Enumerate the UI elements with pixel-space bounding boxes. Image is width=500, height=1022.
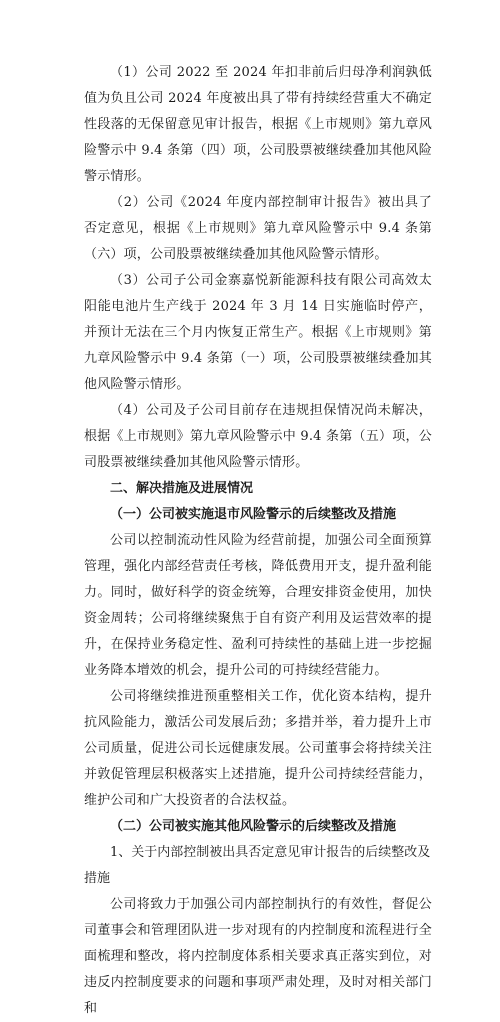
section-heading-2: 二、解决措施及进展情况 bbox=[110, 481, 254, 496]
paragraph-internal-control: 公司将致力于加强公司内部控制执行的有效性，督促公司董事会和管理团队进一步对现有的内控制度和流程进行全面梳理和整改，将内控制度体系相关要求真正落实到位，对违反内控制度要求的问题和事项严肃处理，及时对相关部门和 bbox=[84, 897, 432, 1016]
subsection-heading-other-risk: （二）公司被实施其他风险警示的后续整改及措施 bbox=[110, 819, 397, 834]
paragraph-item-4: （4）公司及子公司目前存在违规担保情况尚未解决，根据《上市规则》第九章风险警示中 9.4 条第（五）项，公司股票被继续叠加其他风险警示情形。 bbox=[84, 403, 432, 470]
paragraph-item-1: （1）公司 2022 至 2024 年扣非前后归母净利润孰低值为负且公司 2024 年度被出具了带有持续经营重大不确定性段落的无保留意见审计报告，根据《上市规则》第九章风险警示中 9.4 条第（四）项，公司股票被继续叠加其他风险警示情形。 bbox=[84, 65, 432, 184]
paragraph-restructuring-measures: 公司将继续推进预重整相关工作，优化资本结构，提升抗风险能力，激活公司发展后劲；多措并举，着力提升上市公司质量，促进公司长远健康发展。公司董事会将持续关注并敦促管理层积极落实上述措施，提升公司持续经营能力，维护公司和广大投资者的合法权益。 bbox=[84, 689, 432, 808]
paragraph-liquidity-measures: 公司以控制流动性风险为经营前提，加强公司全面预算管理，强化内部经营责任考核，降低费用开支，提升盈利能力。同时，做好科学的资金统筹，合理安排资金使用，加快资金周转；公司将继续聚焦于自有资产利用及运营效率的提升，在保持业务稳定性、盈利可持续性的基础上进一步挖掘业务降本增效的机会，提升公司的可持续经营能力。 bbox=[84, 533, 432, 678]
paragraph-item-3: （3）公司子公司金寨嘉悦新能源科技有限公司高效太阳能电池片生产线于 2024 年 3 月 14 日实施临时停产，并预计无法在三个月内恢复正常生产。根据《上市规则》第九章风险警示中 9.4 条第（一）项，公司股票被继续叠加其他风险警示情形。 bbox=[84, 273, 432, 392]
paragraph-item-2: （2）公司《2024 年度内部控制审计报告》被出具了否定意见，根据《上市规则》第九章风险警示中 9.4 条第（六）项，公司股票被继续叠加其他风险警示情形。 bbox=[84, 195, 432, 262]
subsection-heading-delisting: （一）公司被实施退市风险警示的后续整改及措施 bbox=[110, 507, 397, 522]
item-heading-internal-control: 1、关于内部控制被出具否定意见审计报告的后续整改及措施 bbox=[84, 845, 431, 886]
